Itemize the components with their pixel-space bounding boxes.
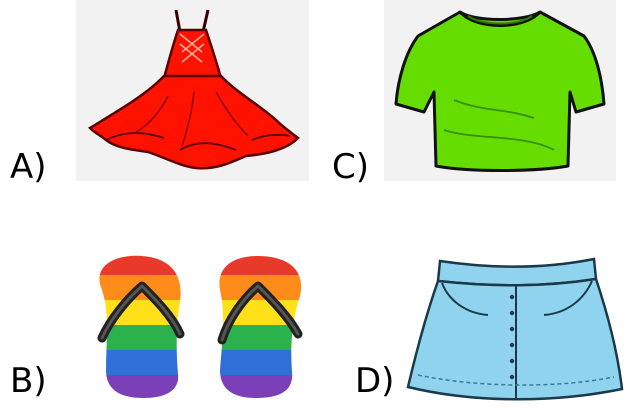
flipflops-image (92, 250, 312, 400)
skirt-image (404, 255, 624, 405)
option-d-label: D) (355, 361, 395, 401)
flipflops-icon (92, 250, 312, 400)
option-a-label: A) (10, 147, 47, 187)
skirt-icon (404, 255, 624, 405)
tshirt-image (384, 0, 616, 181)
option-b-label: B) (10, 361, 47, 401)
dress-icon (76, 0, 309, 181)
tshirt-icon (384, 0, 616, 181)
dress-image (76, 0, 309, 181)
option-c-label: C) (332, 147, 370, 187)
